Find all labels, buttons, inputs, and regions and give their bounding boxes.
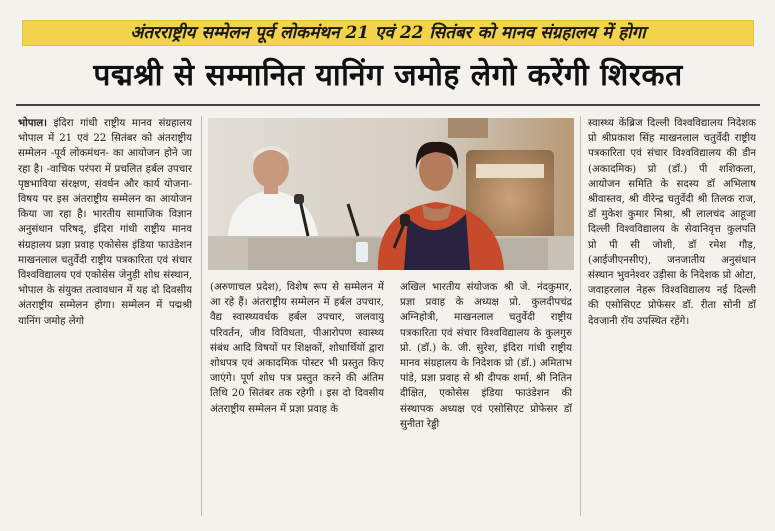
article-column-2: (अरुणाचल प्रदेश), विशेष रूप से सम्मेलन में आ रहे हैं। अंतराष्ट्रीय सम्मेलन में हर्बल उपचार, वैद्य स्वास्थ्यवर्धक हर्बल उपचार, जलवायु परिवर्तन, जीव विविधता, पीआरोपण स्वास्थ्य संबंध आदि विषयों पर शिक्षकों, शोधार्थियों द्वारा शोधपत्र एवं अकादमिक पोस्टर भी प्रस्तुत किए जाएंगे। पूर्ण शोध पत्र प्रस्तुत करने की अंतिम तिथि 20 सितंबर तक रहेगी । इस दो दिवसीय अंतराष्ट्रीय सम्मेलन में प्रज्ञा प्रवाह के	[210, 282, 384, 415]
column-divider	[201, 116, 202, 516]
headline: पद्मश्री से सम्मानित यानिंग जमोह लेगो करेंगी शिरकत	[93, 58, 683, 93]
column-divider	[580, 116, 581, 516]
headline-rule	[16, 104, 760, 106]
dateline: भोपाल।	[18, 117, 47, 129]
article-column-4: स्वास्थ्य केंब्रिज दिल्ली विश्वविद्यालय निदेशक प्रो श्रीप्रकाश सिंह माखनलाल चतुर्वेदी राष्ट्रीय पत्रकारिता एवं संचार विश्वविद्यालय की डीन (अकादमिक) प्रो (डॉ.) पी शशिकला, आयोजन समिति के सदस्य डॉ अभिलाष श्रीवास्तव, श्री वीरेन्द्र चतुर्वेदी श्री तिलक राज, डॉ मुकेश कुमार मिश्रा, श्री लालचंद आहूजा दिल्ली विश्वविद्यालय के सेवानिवृत्त कुलपति प्रो पी सी जोशी, डॉ रमेश गौड़, (आईजीएनसीए), जनजातीय अनुसंधान संस्थान भुवनेश्वर उड़ीसा के निदेशक प्रो ओटा, जवाहरलाल नेहरू विश्वविद्यालय नई दिल्ली की एसोसिएट प्रोफेसर डॉ. रीता सोनी डॉ देवजानी रॉय उपस्थित रहेंगे।	[588, 118, 756, 327]
news-photo	[208, 118, 574, 270]
column-1-text: इंदिरा गांधी राष्ट्रीय मानव संग्रहालय भोपाल में 21 एवं 22 सितंबर को अंतराष्ट्रीय सम्मेलन -पूर्व लोकमंथन- का आयोजन होने जा रहा है। -वाचिक परंपरा में प्रचलित हर्बल उपचार पृष्ठभाविया संरक्षण, संवर्धन और कार्य योजना- विषय पर इस अंतराष्ट्रीय सम्मेलन का आयोजन किया जा रहा है। भारतीय सामाजिक विज्ञान अनुसंधान परिषद्, इंदिरा गांधी राष्ट्रीय मानव संग्रहालय प्रज्ञा प्रवाह एकोसेस इंडिया फाउंडेशन माखनलाल चतुर्वेदी राष्ट्रीय पत्रकारिता एवं संचार विश्वविद्यालय एवं एकोसेस जेनुड़ी शोध संस्थान, भोपाल के संयुक्त तत्वावधान में यह दो दिवसीय अंतराष्ट्रीय सम्मेलन होगा। सम्मेलन में पद्मश्री यानिंग जमोह लेगो	[18, 118, 192, 327]
article-column-3: अखिल भारतीय संयोजक श्री जे. नंदकुमार, प्रज्ञा प्रवाह के अध्यक्ष प्रो. कुलदीपचंद्र अग्निहोत्री, माखनलाल चतुर्वेदी राष्ट्रीय पत्रकारिता एवं संचार विश्वविद्यालय के कुलगुरु प्रो. (डॉ.) के. जी. सुरेश, इंदिरा गांधी राष्ट्रीय मानव संग्रहालय के निदेशक प्रो (डॉ.) अमिताभ पांडे, प्रज्ञा प्रवाह से श्री दीपक शर्मा, श्री नितिन दीक्षित, एकोसेस इंडिया फाउंडेशन की संस्थापक अध्यक्ष एवं एसोसिएट प्रोफेसर डॉ सुनीता रेड्डी	[400, 282, 572, 430]
article-column-1	[18, 116, 192, 518]
photo-illustration	[208, 118, 574, 270]
kicker-banner: अंतरराष्ट्रीय सम्मेलन पूर्व लोकमंथन 21 एवं 22 सितंबर को मानव संग्रहालय में होगा	[22, 20, 754, 46]
